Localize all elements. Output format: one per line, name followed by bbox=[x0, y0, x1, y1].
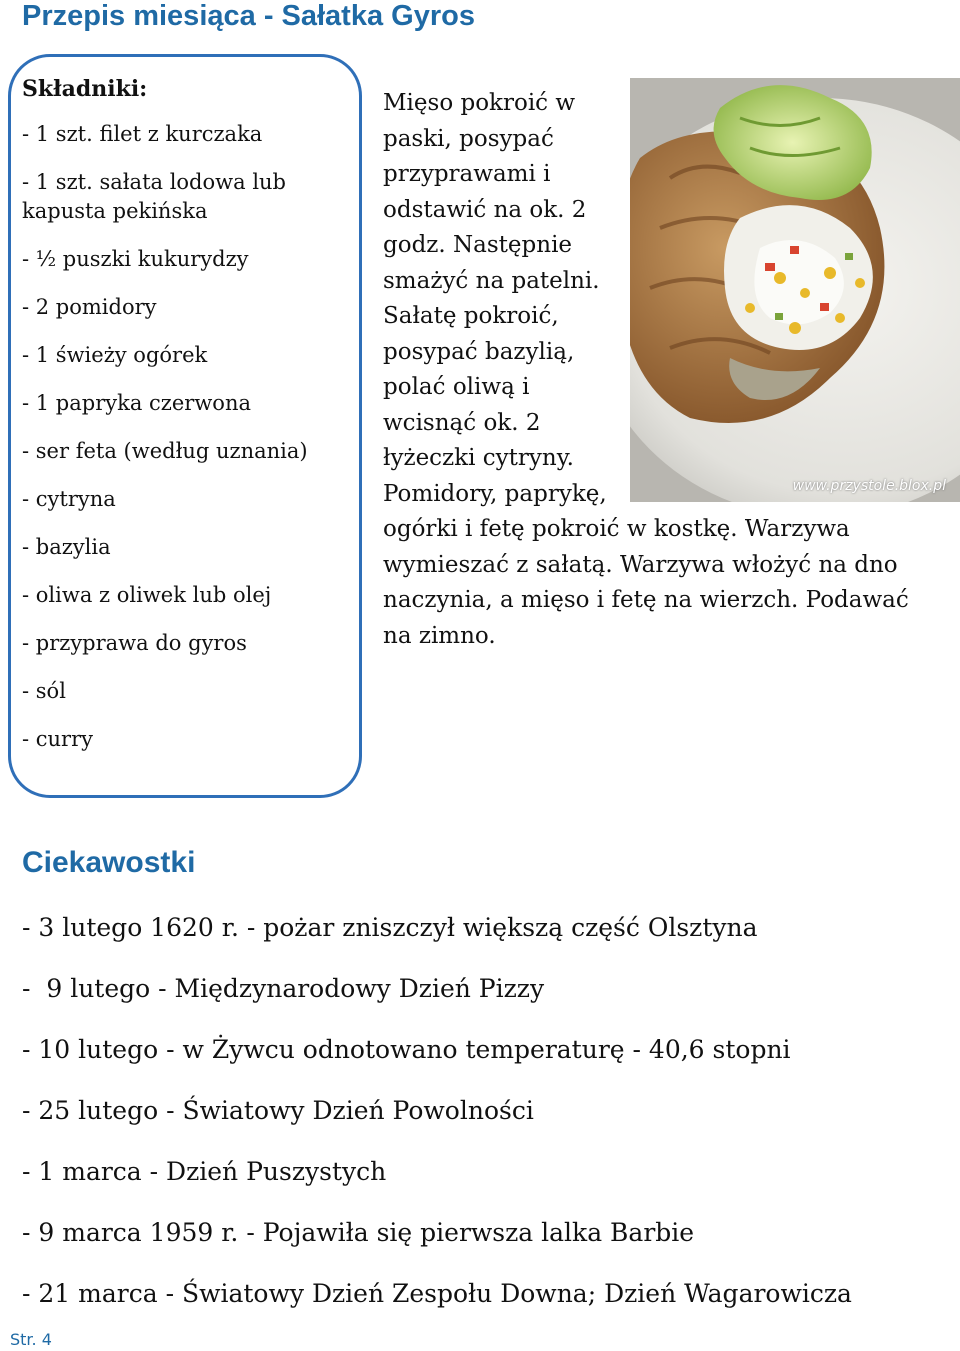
curiosities-heading: Ciekawostki bbox=[22, 846, 196, 879]
ingredient-item: - curry bbox=[22, 727, 93, 751]
curiosity-item: - 25 lutego - Światowy Dzień Powolności bbox=[22, 1096, 534, 1125]
ingredient-item: - 1 papryka czerwona bbox=[22, 391, 251, 415]
curiosity-item: - 9 lutego - Międzynarodowy Dzień Pizzy bbox=[22, 974, 545, 1003]
ingredient-item: - ser feta (według uznania) bbox=[22, 439, 308, 463]
page-title: Przepis miesiąca - Sałatka Gyros bbox=[22, 0, 475, 32]
method-text: Mięso pokroić w paski, posypać przyprawami i odstawić na ok. 2 godz. Następnie smażyć na patelni. Sałatę pokroić, posypać bazylią, polać oliwą i wcisnąć ok. 2 łyżeczki cytryny. Pomidory, paprykę, ogórki i fetę pokroić w kostkę. Warzywa wymieszać z sałatą. Warzywa włożyć na dno naczynia, a mięso i fetę na wierzch. Podawać na zimno. bbox=[383, 90, 909, 649]
ingredient-item: - ½ puszki kukurydzy bbox=[22, 247, 249, 271]
curiosity-item: - 1 marca - Dzień Puszystych bbox=[22, 1157, 387, 1186]
curiosity-item: - 10 lutego - w Żywcu odnotowano temperaturę - 40,6 stopni bbox=[22, 1035, 791, 1064]
ingredient-item: - 1 szt. filet z kurczaka bbox=[22, 122, 263, 146]
ingredient-item: - 1 szt. sałata lodowa lub kapusta pekińska bbox=[22, 170, 286, 223]
photo-watermark: www.przystole.blox.pl bbox=[792, 478, 946, 494]
ingredient-item: - bazylia bbox=[22, 535, 111, 559]
ingredient-item: - sól bbox=[22, 679, 66, 703]
curiosity-item: - 21 marca - Światowy Dzień Zespołu Downa; Dzień Wagarowicza bbox=[22, 1279, 852, 1308]
ingredient-item: - przyprawa do gyros bbox=[22, 631, 247, 655]
ingredient-item: - 2 pomidory bbox=[22, 295, 157, 319]
curiosities-list bbox=[22, 908, 952, 1335]
curiosity-item: - 3 lutego 1620 r. - pożar zniszczył większą część Olsztyna bbox=[22, 913, 758, 942]
ingredients-list bbox=[22, 120, 352, 773]
curiosity-item: - 9 marca 1959 r. - Pojawiła się pierwsza lalka Barbie bbox=[22, 1218, 695, 1247]
ingredient-item: - cytryna bbox=[22, 487, 116, 511]
ingredient-item: - oliwa z oliwek lub olej bbox=[22, 583, 272, 607]
ingredient-item: - 1 świeży ogórek bbox=[22, 343, 208, 367]
ingredients-heading: Składniki: bbox=[22, 76, 148, 102]
page-number: Str. 4 bbox=[10, 1330, 52, 1349]
